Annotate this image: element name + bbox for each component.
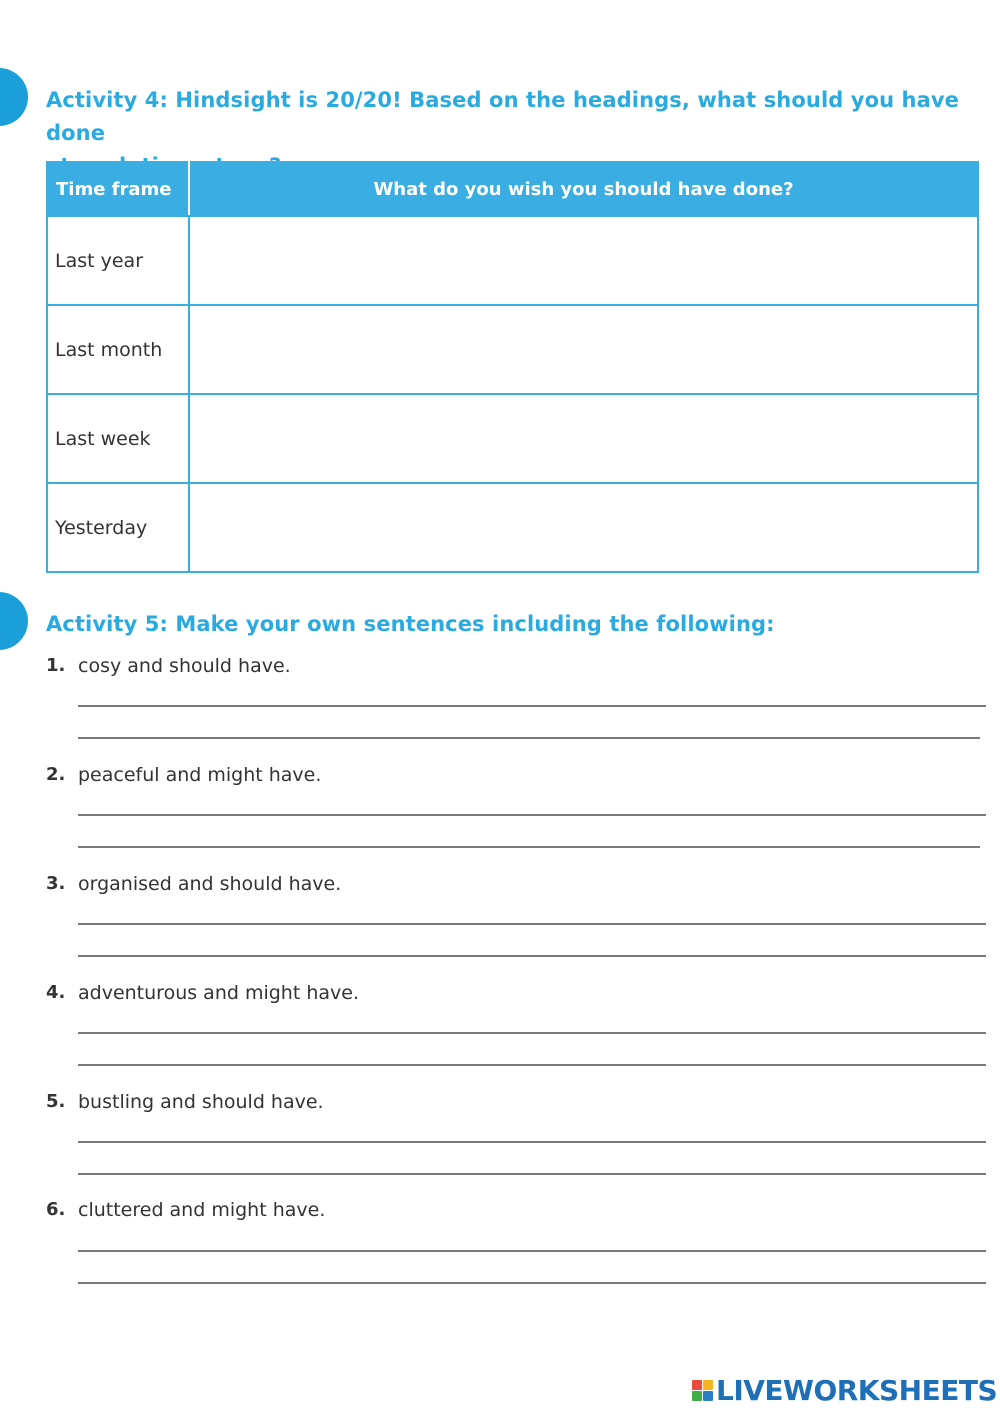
table-row	[47, 394, 978, 483]
answer-cell[interactable]	[189, 305, 978, 394]
answer-cell[interactable]	[189, 394, 978, 483]
answer-cell[interactable]	[189, 483, 978, 572]
item-number: 4.	[46, 982, 66, 1003]
time-frame-cell: Last week	[47, 394, 189, 483]
table-row	[47, 305, 978, 394]
answer-line[interactable]	[78, 955, 986, 957]
header-wish: What do you wish you should have done?	[189, 162, 978, 216]
item-prompt: bustling and should have.	[78, 1091, 324, 1113]
answer-line[interactable]	[78, 1032, 986, 1034]
list-item	[46, 1089, 986, 1199]
table-header-row	[47, 162, 978, 216]
liveworksheets-logo-icon	[692, 1380, 713, 1401]
list-item	[46, 762, 986, 872]
activity-4-bullet	[0, 68, 28, 126]
list-item	[46, 871, 986, 981]
liveworksheets-logo	[692, 1372, 997, 1408]
item-prompt: cosy and should have.	[78, 655, 291, 677]
answer-line[interactable]	[78, 923, 986, 925]
answer-line[interactable]	[78, 1141, 986, 1143]
time-frame-cell: Last year	[47, 216, 189, 305]
answer-line[interactable]	[78, 1250, 986, 1252]
item-prompt: organised and should have.	[78, 873, 342, 895]
item-number: 1.	[46, 655, 66, 676]
activity-5-bullet	[0, 592, 28, 650]
item-number: 6.	[46, 1199, 66, 1220]
timeframe-table	[46, 161, 979, 573]
table-row	[47, 483, 978, 572]
list-item	[46, 980, 986, 1090]
answer-line[interactable]	[78, 705, 986, 707]
answer-line[interactable]	[78, 737, 980, 739]
item-number: 2.	[46, 764, 66, 785]
answer-line[interactable]	[78, 1064, 986, 1066]
list-item	[46, 1197, 986, 1307]
answer-line[interactable]	[78, 1173, 986, 1175]
list-item	[46, 653, 986, 763]
answer-cell[interactable]	[189, 216, 978, 305]
liveworksheets-logo-text: LIVEWORKSHEETS	[716, 1373, 998, 1407]
item-prompt: adventurous and might have.	[78, 982, 359, 1004]
activity-4-title-line1: Activity 4: Hindsight is 20/20! Based on the headings, what should you have done	[46, 88, 960, 145]
time-frame-cell: Yesterday	[47, 483, 189, 572]
item-prompt: peaceful and might have.	[78, 764, 322, 786]
item-number: 5.	[46, 1091, 66, 1112]
item-number: 3.	[46, 873, 66, 894]
answer-line[interactable]	[78, 814, 986, 816]
answer-line[interactable]	[78, 846, 980, 848]
table-row	[47, 216, 978, 305]
time-frame-cell: Last month	[47, 305, 189, 394]
activity-5-title: Activity 5: Make your own sentences including the following:	[46, 612, 775, 636]
answer-line[interactable]	[78, 1282, 986, 1284]
header-time-frame: Time frame	[47, 162, 189, 216]
item-prompt: cluttered and might have.	[78, 1199, 326, 1221]
